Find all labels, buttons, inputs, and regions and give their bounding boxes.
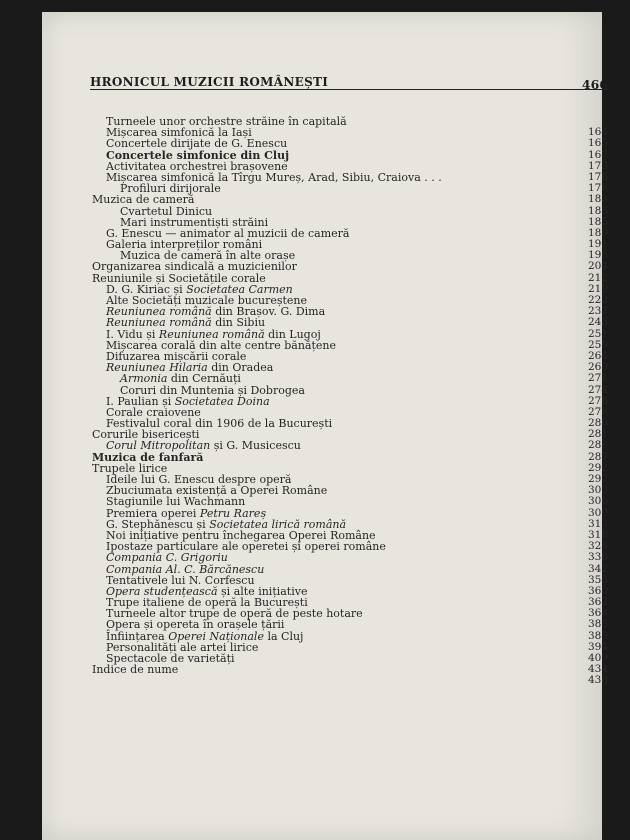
toc-entry-page: 167 xyxy=(587,148,608,161)
toc-entry-page: 212 xyxy=(587,271,608,284)
toc-entry-italic: Operei Naționale xyxy=(168,629,264,643)
toc-entry-text: la Cluj xyxy=(267,629,304,643)
table-of-contents xyxy=(90,116,608,687)
toc-entry-page: 251 xyxy=(587,327,608,340)
toc-entry-page: 274 xyxy=(587,383,608,396)
toc-entry-text: Ipostaze particulare ale operetei și operei române xyxy=(106,540,386,554)
toc-entry-italic: Societatea lirică română xyxy=(209,517,347,531)
toc-entry-page: 362 xyxy=(587,596,608,609)
toc-entry-text: G. Stephănescu și xyxy=(106,517,206,531)
toc-entry-page: 219 xyxy=(587,282,608,295)
toc-entry-text: Corale craiovene xyxy=(106,405,201,419)
toc-entry-page: 183 xyxy=(587,193,608,206)
toc-entry-text: Difuzarea mișcării corale xyxy=(106,349,247,363)
toc-entry-text: I. Vidu și xyxy=(106,327,156,341)
toc-entry-page: 286 xyxy=(587,439,608,452)
toc-entry-text: și G. Musicescu xyxy=(213,439,301,453)
toc-entry-text: Mișcarea simfonică la Iași xyxy=(106,126,252,140)
toc-entry-italic: Petru Rareș xyxy=(199,506,267,520)
toc-entry-text: I. Paulian și xyxy=(106,394,172,408)
toc-entry-italic: Reuniunea română xyxy=(106,316,212,330)
toc-entry-italic: Compania C. Grigoriu xyxy=(106,551,228,565)
toc-entry-text: Mișcarea corală din alte centre bănățene xyxy=(106,338,336,352)
toc-entry-page: 355 xyxy=(587,573,608,586)
toc-entry-page: 189 xyxy=(587,226,608,239)
toc-entry-italic: Corul Mitropolitan xyxy=(106,439,211,453)
toc-entry-text: Muzica de fanfară xyxy=(92,450,204,464)
toc-entry-page: 264 xyxy=(587,349,608,362)
toc-entry-text: și alte inițiative xyxy=(221,584,308,598)
toc-entry-page: 245 xyxy=(587,316,608,329)
toc-entry-text: D. G. Kiriac și xyxy=(106,282,183,296)
toc-entry-text: Cvartetul Dinicu xyxy=(120,204,213,218)
book-page xyxy=(42,12,608,840)
toc-entry-text: din Brașov. G. Dima xyxy=(215,305,326,319)
toc-entry-italic: Armonia xyxy=(120,372,168,386)
toc-entry-text: Muzica de cameră în alte orașe xyxy=(120,249,296,263)
toc-entry-page: 178 xyxy=(587,182,608,195)
toc-entry-text: Galeria interpreților români xyxy=(106,238,263,252)
toc-entry-page: 409 xyxy=(587,652,608,664)
toc-entry xyxy=(90,452,608,463)
toc-entry-page: 338 xyxy=(587,551,608,564)
toc-entry-text: Muzica de cameră xyxy=(92,193,195,207)
toc-entry-italic: Opera studențească xyxy=(106,584,218,598)
toc-entry-text: din Cernăuți xyxy=(170,372,241,386)
toc-entry-text: din Lugoj xyxy=(268,327,321,341)
toc-entry-page: 292 xyxy=(587,461,608,474)
toc-entry-page: 318 xyxy=(587,528,608,541)
toc-entry-text: din Sibiu xyxy=(215,316,266,330)
toc-entry-page: 222 xyxy=(587,294,608,306)
toc-entry-text: G. Enescu — animator al muzicii de cameră xyxy=(106,226,350,240)
toc-entry-page: 185 xyxy=(587,215,608,228)
toc-entry-page: 278 xyxy=(587,405,608,418)
toc-entry-page: 191 xyxy=(587,238,608,251)
toc-entry-text: Mișcarea simfonică la Tîrgu Mureș, Arad, Sibiu, Craiova . . . xyxy=(106,170,442,184)
toc-entry-page: 269 xyxy=(587,361,608,374)
toc-entry-text: Reuniunile și Societățile corale xyxy=(92,271,266,285)
toc-entry-text: Premiera operei xyxy=(106,506,197,520)
toc-entry-italic: Reuniunea română xyxy=(158,327,265,341)
toc-entry-text: Corurile bisericești xyxy=(92,428,200,442)
toc-entry-text: Noi inițiative pentru închegarea Operei Române xyxy=(106,528,376,542)
toc-entry-text: Indice de nume xyxy=(92,663,179,677)
toc-entry xyxy=(90,664,608,675)
toc-entry-title xyxy=(92,664,178,675)
toc-entry-italic: Societatea Carmen xyxy=(186,282,293,296)
page-header xyxy=(90,67,608,90)
toc-entry-text: Festivalul coral din 1906 de la București xyxy=(106,417,333,431)
toc-entry-text: Concertele simfonice din Cluj xyxy=(106,148,290,162)
toc-entry-text: Turneele altor trupe de operă de peste hotare xyxy=(106,607,363,621)
toc-entry-page: 309 xyxy=(587,506,608,519)
toc-entry-text: Tentativele lui N. Corfescu xyxy=(106,573,255,587)
toc-entry-page: 276 xyxy=(587,394,608,407)
toc-entry-text: Ideile lui G. Enescu despre operă xyxy=(106,473,292,486)
toc-entry-page: 342 xyxy=(587,562,608,575)
toc-entry-page: 185 xyxy=(587,204,608,217)
toc-entry-page: 297 xyxy=(587,473,608,485)
toc-entry-text: Concertele dirijate de G. Enescu xyxy=(106,137,288,151)
toc-entry-text: Organizarea sindicală a muzicienilor xyxy=(92,260,297,274)
toc-entry-text: Turneele unor orchestre străine în capitală xyxy=(106,115,347,128)
toc-entry-text: Stagiunile lui Wachmann xyxy=(106,495,246,509)
toc-entry-page: 287 xyxy=(587,450,608,463)
toc-entry-page: 165 xyxy=(587,137,608,150)
toc-entry-page: 306 xyxy=(587,495,608,508)
toc-entry-page: 303 xyxy=(587,484,608,497)
toc-entry-page: 237 xyxy=(587,305,608,318)
toc-entry-text: Opera și opereta în orașele țării xyxy=(106,618,285,632)
toc-entry xyxy=(90,675,608,686)
toc-entry-italic: Societatea Doina xyxy=(174,394,270,408)
toc-entry-text: Trupele lirice xyxy=(92,461,168,475)
toc-entry-page: 164 xyxy=(587,126,608,139)
toc-entry-page: 280 xyxy=(587,417,608,430)
running-title: HRONICUL MUZICII ROMÂNEȘTI xyxy=(90,75,329,89)
toc-entry-text: Activitatea orchestrei brașovene xyxy=(106,159,288,173)
toc-entry-page: 389 xyxy=(587,629,608,642)
toc-entry-text: Spectacole de varietăți xyxy=(106,652,235,665)
toc-entry-page: 176 xyxy=(587,170,608,183)
toc-entry-text: Mari instrumentiști străini xyxy=(120,215,269,229)
toc-entry-page: 394 xyxy=(587,640,608,653)
toc-entry-page: 360 xyxy=(587,584,608,597)
toc-entry-text: Personalități ale artei lirice xyxy=(106,640,259,654)
toc-entry-text: Înființarea xyxy=(106,629,165,643)
toc-entry-italic: Reuniunea română xyxy=(106,305,212,319)
toc-entry-page: 281 xyxy=(587,428,608,441)
toc-entry-page: 434 xyxy=(587,663,608,676)
toc-entry-page: 368 xyxy=(587,607,608,620)
toc-entry-italic: Compania Al. C. Bărcănescu xyxy=(106,562,265,576)
toc-entry-text: Trupe italiene de operă la București xyxy=(106,596,308,610)
toc-entry-text: Profiluri dirijorale xyxy=(120,182,221,196)
toc-entry-italic: Reuniunea Hilaria xyxy=(106,361,208,375)
toc-entry-page: 196 xyxy=(587,249,608,262)
toc-entry-page: 259 xyxy=(587,338,608,351)
toc-entry-page: 204 xyxy=(587,260,608,273)
toc-entry-page: 271 xyxy=(587,372,608,385)
page-number: 466 xyxy=(581,77,608,92)
toc-entry-page: 438 xyxy=(587,674,608,687)
toc-entry-page: 324 xyxy=(587,540,608,553)
toc-entry-text: din Oradea xyxy=(211,361,274,375)
toc-entry-page: 173 xyxy=(587,159,608,172)
toc-entry-page: 313 xyxy=(587,517,608,530)
toc-entry-text: Coruri din Muntenia și Dobrogea xyxy=(120,383,305,397)
toc-entry-page: 383 xyxy=(587,618,608,631)
toc-entry-text: Zbuciumata existență a Operei Române xyxy=(106,484,328,498)
toc-entry-text: Alte Societăți muzicale bucureștene xyxy=(106,294,308,307)
